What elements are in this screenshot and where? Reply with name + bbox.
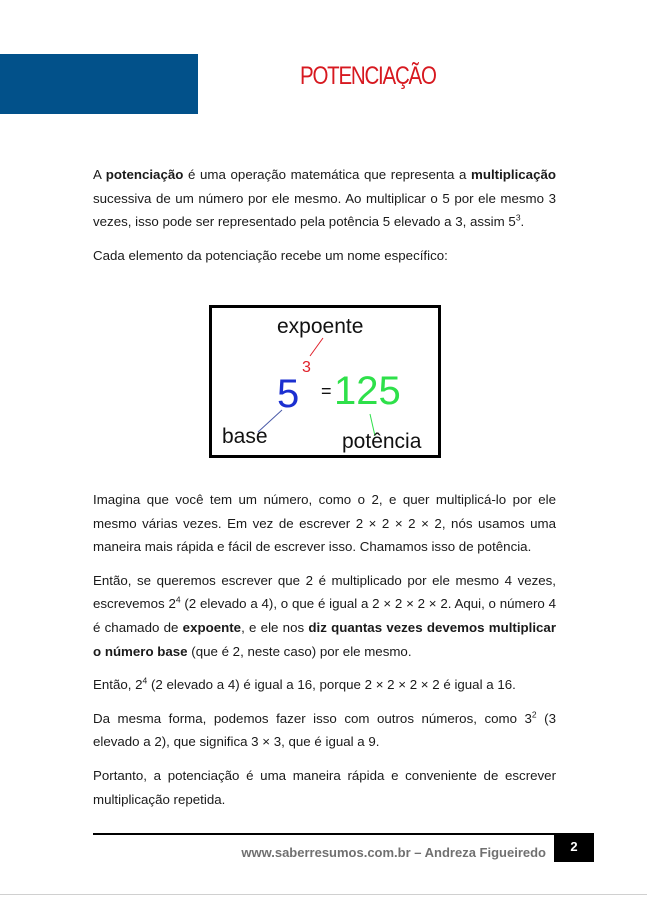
text: , e ele nos — [241, 619, 309, 635]
label-base: base — [222, 425, 268, 448]
paragraph-exponent-explanation — [93, 569, 556, 663]
text: (que é 2, neste caso) por ele mesmo. — [187, 643, 412, 659]
superscript: 2 — [531, 709, 537, 720]
page-title: POTENCIAÇÃO — [300, 62, 436, 90]
equals-sign: = — [321, 381, 332, 401]
header-accent-bar — [0, 54, 198, 114]
power-diagram — [209, 305, 441, 458]
text: sucessiva de um número por ele mesmo. Ao multiplicar o 5 por ele mesmo 3 vezes, isso pode ser representado pela potência 5 elevado a 3, assim 5 — [93, 190, 556, 230]
bold-term-potenciacao: potenciação — [105, 167, 184, 182]
text: . — [520, 214, 525, 230]
text: (2 elevado a 4) é igual a 16, porque 2 × 2 × 2 × 2 é igual a 16. — [147, 677, 516, 693]
footer-divider — [93, 833, 554, 835]
paragraph-imagine: Imagina que você tem um número, como o 2, e quer multiplicá-lo por ele mesmo várias vezes. Em vez de escrever 2 × 2 × 2 × 2, nós usamos uma maneira mais rápida e fácil de escrever isso. Chamamos isso de potência. — [93, 492, 556, 555]
superscript: 3 — [515, 212, 521, 223]
document-body-continued — [93, 488, 556, 821]
paragraph-intro — [93, 163, 556, 234]
bold-phrase-diz: diz quantas vezes devemos multiplicar o número base — [93, 619, 556, 659]
bold-term-expoente: expoente — [182, 619, 242, 635]
paragraph-conclusion: Portanto, a potenciação é uma maneira rápida e conveniente de escrever multiplicação repetida. — [93, 767, 556, 807]
paragraph-example-9 — [93, 707, 556, 754]
exponent-value: 3 — [302, 359, 311, 376]
text: A — [93, 167, 106, 182]
text: (2 elevado a 4), o que é igual a 2 × 2 × 2 × 2. Aqui, o número 4 é chamado de — [93, 596, 556, 635]
power-diagram-svg — [212, 308, 438, 455]
paragraph-elements: Cada elemento da potenciação recebe um nome específico: — [93, 247, 448, 263]
bold-term-multiplicacao: multiplicação — [471, 167, 556, 182]
superscript: 4 — [175, 594, 181, 605]
text: é uma operação matemática que representa a — [183, 167, 472, 182]
label-power: potência — [342, 430, 422, 453]
document-body — [93, 163, 556, 277]
page-bottom-rule — [0, 894, 647, 895]
base-value: 5 — [277, 372, 300, 416]
text: Então, 2 — [93, 677, 143, 693]
text: Da mesma forma, podemos fazer isso com outros números, como 3 — [93, 710, 532, 726]
label-exponent: expoente — [277, 315, 364, 338]
footer-credit: www.saberresumos.com.br – Andreza Figueiredo — [241, 845, 546, 860]
page-number: 2 — [554, 833, 594, 862]
exponent-pointer-line — [310, 338, 323, 356]
text: (3 elevado a 2), que significa 3 × 3, que é igual a 9. — [93, 710, 556, 750]
text: Então, se queremos escrever que 2 é multiplicado por ele mesmo 4 vezes, escrevemos 2 — [93, 572, 556, 612]
result-value: 125 — [334, 369, 401, 413]
paragraph-example-16 — [93, 673, 556, 697]
superscript: 4 — [142, 675, 148, 686]
